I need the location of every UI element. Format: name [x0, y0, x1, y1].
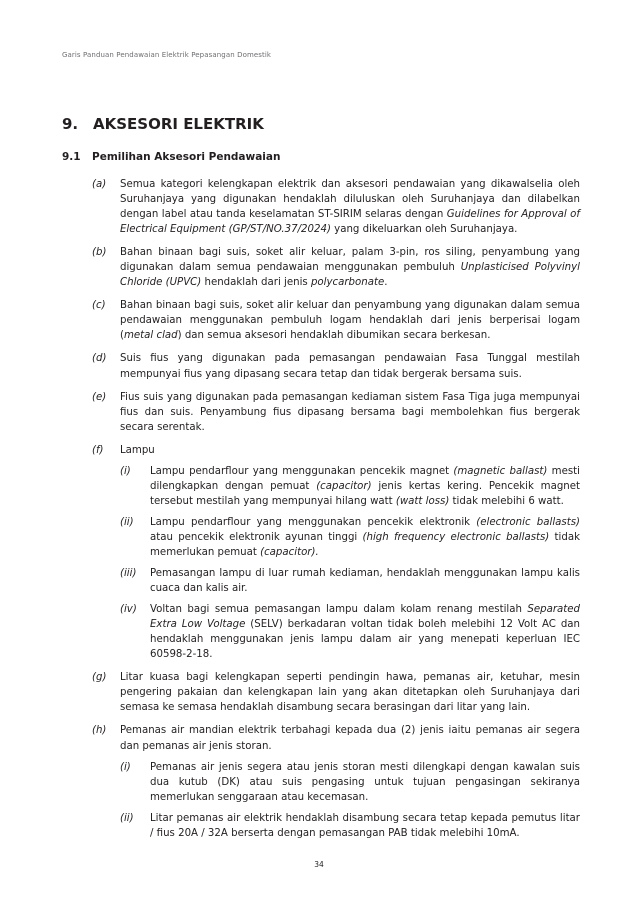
sub-clause-label: (i) [120, 761, 131, 773]
italic-term: (watt loss) [395, 495, 450, 507]
sub-clause-text [150, 464, 580, 509]
sub-clause-label: (iii) [120, 568, 137, 580]
clause-text [120, 177, 580, 237]
chapter-title-text: AKSESORI ELEKTRIK [93, 115, 264, 133]
sub-clause-text [150, 602, 580, 662]
sub-clause-item [120, 602, 580, 662]
sub-clause-text [150, 515, 580, 560]
chapter-title [62, 115, 264, 133]
clause-text [120, 443, 580, 458]
sub-clause-text [150, 566, 580, 596]
clause-label: (e) [92, 391, 107, 403]
sub-clause-text [150, 811, 580, 841]
text-segment: Suis fius yang digunakan pada pemasangan pendawaian Fasa Tunggal mestilah mempunyai fius yang dipasang secara tetap dan tidak bergerak bersama suis. [120, 353, 580, 380]
sub-clause-label: (iv) [120, 604, 137, 616]
text-segment: Litar pemanas air elektrik hendaklah disambung secara tetap kepada pemutus litar / fius 20A / 32A berserta dengan pemasangan PAB tidak melebihi 10mA. [150, 812, 580, 839]
text-segment: Lampu pendarflour yang menggunakan pencekik magnet [150, 465, 454, 477]
sub-clause-label: (i) [120, 465, 131, 477]
clause-label: (b) [92, 247, 107, 259]
sub-clause-item [120, 760, 580, 805]
clause-text [120, 245, 580, 290]
clause-item [92, 723, 580, 840]
sub-clause-item [120, 566, 580, 596]
italic-term: (electronic ballasts) [476, 516, 580, 528]
clause-item [92, 298, 580, 343]
italic-term: polycarbonate [310, 277, 385, 289]
text-segment: (SELV) berkadaran voltan tidak boleh melebihi 12 Volt AC dan hendaklah menggunakan jenis lampu dalam air yang menepati keperluan IEC 60598-2-18. [150, 619, 581, 661]
text-segment: Litar kuasa bagi kelengkapan seperti pendingin hawa, pemanas air, ketuhar, mesin pengering pakaian dan kelengkapan lain yang akan ditetapkan oleh Suruhanjaya dari semasa ke semasa hendaklah disambung secara berasingan dari litar yang lain. [120, 672, 580, 714]
clause-text [120, 298, 580, 343]
text-segment: ) dan semua aksesori hendaklah dibumikan secara berkesan. [177, 330, 491, 342]
italic-term: metal clad [123, 330, 178, 342]
clause-item [92, 351, 580, 381]
text-segment: hendaklah dari jenis [201, 277, 311, 289]
italic-term: Guidelines for Approval of Electrical Equipment (GP/ST/NO.37/2024) [120, 209, 580, 236]
text-segment: . [384, 277, 388, 289]
text-segment: Pemanas air mandian elektrik terbahagi kepada dua (2) jenis iaitu pemanas air segera dan pemanas air jenis storan. [120, 725, 580, 752]
chapter-number: 9. [62, 115, 79, 133]
sub-clause-text [150, 760, 580, 805]
clause-text [120, 723, 580, 753]
italic-term: (magnetic ballast) [453, 465, 548, 477]
text-segment: mesti dilengkapkan dengan pemuat [150, 465, 581, 492]
italic-term: (capacitor) [316, 480, 372, 492]
clause-label: (a) [92, 179, 107, 190]
clause-item [92, 670, 580, 715]
section-number: 9.1 [62, 151, 81, 163]
text-segment: jenis kertas kering. Pencekik magnet tersebut mestilah yang mempunyai hilang watt [150, 480, 580, 507]
text-segment: tidak memerlukan pemuat [150, 531, 580, 558]
italic-term: (high frequency electronic ballasts) [362, 531, 550, 543]
text-segment: Semua kategori kelengkapan elektrik dan aksesori pendawaian yang dikawalselia oleh Suruhanjaya yang digunakan hendaklah diluluskan oleh Suruhanjaya dan dilabelkan dengan label atau tanda keselamatan ST-SIRIM selaras dengan [120, 179, 580, 221]
clause-label: (g) [92, 672, 107, 684]
section-title [62, 151, 280, 163]
clause-item [92, 390, 580, 435]
text-segment: Lampu [120, 444, 155, 456]
text-segment: atau pencekik elektronik ayunan tinggi [150, 531, 363, 543]
clause-text [120, 390, 580, 435]
clause-item [92, 245, 580, 290]
clause-list [92, 177, 580, 849]
text-segment: Voltan bagi semua pemasangan lampu dalam kolam renang mestilah [150, 604, 528, 616]
clause-item [92, 443, 580, 663]
text-segment: Bahan binaan bagi suis, soket alir keluar dan penyambung yang digunakan dalam semua pendawaian menggunakan pembuluh logam hendaklah dari jenis berperisai logam ( [120, 300, 580, 342]
sub-clause-item [120, 811, 580, 841]
page-number: 34 [314, 860, 324, 869]
italic-term: Unplasticised Polyvinyl Chloride (UPVC) [120, 262, 580, 289]
text-segment: Fius suis yang digunakan pada pemasangan kediaman sistem Fasa Tiga juga mempunyai fius dan suis. Penyambung fius dipasang bersama bagi membolehkan fius bergerak secara serentak. [120, 391, 580, 433]
text-segment: Lampu pendarflour yang menggunakan pencekik elektronik [150, 516, 477, 528]
running-header: Garis Panduan Pendawaian Elektrik Pepasangan Domestik [62, 51, 272, 59]
text-segment: Pemasangan lampu di luar rumah kediaman, hendaklah menggunakan lampu kalis cuaca dan kalis air. [150, 568, 580, 595]
text-segment: Bahan binaan bagi suis, soket alir keluar, palam 3-pin, ros siling, penyambung yang digunakan dalam semua pendawaian menggunakan pembuluh [120, 247, 580, 274]
sub-clause-label: (ii) [120, 812, 134, 824]
italic-term: (capacitor). [260, 546, 319, 558]
clause-text [120, 670, 580, 715]
section-title-text: Pemilihan Aksesori Pendawaian [92, 151, 281, 163]
text-segment: Pemanas air jenis segera atau jenis storan mesti dilengkapi dengan kawalan suis dua kutub (DK) atau suis pengasing untuk tujuan pengasingan sekiranya memerlukan senggaraan atau kecemasan. [150, 761, 580, 803]
sub-clause-item [120, 515, 580, 560]
text-segment: tidak melebihi 6 watt. [449, 495, 564, 507]
clause-label: (c) [92, 300, 106, 312]
clause-text [120, 351, 580, 381]
text-segment: yang dikeluarkan oleh Suruhanjaya. [330, 224, 518, 236]
sub-clause-item [120, 464, 580, 509]
clause-label: (f) [92, 444, 104, 456]
sub-clause-label: (ii) [120, 516, 134, 528]
clause-item [92, 177, 580, 237]
clause-label: (d) [92, 353, 107, 365]
italic-term: Separated Extra Low Voltage [150, 604, 580, 631]
clause-label: (h) [92, 725, 107, 737]
